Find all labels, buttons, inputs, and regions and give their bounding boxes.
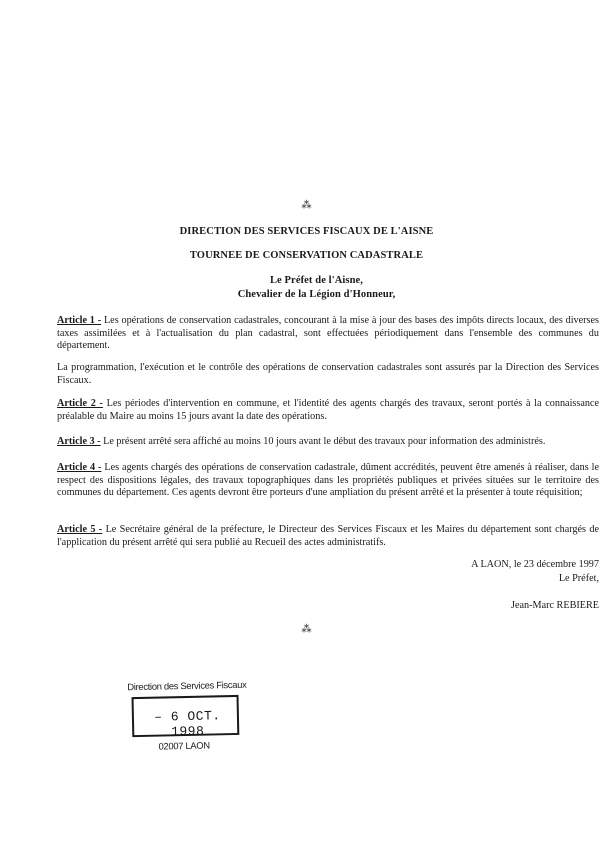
article-4-text: Les agents chargés des opérations de conservation cadastrale, dûment accrédités, peuvent être amenés à réaliser, dans le respect des dispositions légales, des travaux topographiques dans les propriétés publiques et privées situées sur le territoire des communes du département. Ces agents devront être porteurs d'une ampliation du présent arrêté et la présenter à toute réquisition; bbox=[57, 462, 599, 498]
article-2-text: Les périodes d'intervention en commune, et l'identité des agents chargés des travaux, seront portés à la connaissance préalable du Maire au moins 15 jours avant la date des opérations. bbox=[57, 398, 599, 422]
signature-place-date: A LAON, le 23 décembre 1997 bbox=[471, 559, 599, 570]
signature-block bbox=[339, 558, 599, 613]
article-1 bbox=[57, 315, 599, 353]
article-1-label: Article 1 - bbox=[57, 315, 102, 326]
ornament-top: ⁂ bbox=[301, 200, 312, 211]
article-5 bbox=[57, 524, 599, 549]
article-3-label: Article 3 - bbox=[57, 436, 101, 447]
article-5-text: Le Secrétaire général de la préfecture, le Directeur des Services Fiscaux et les Maires du département sont chargés de l'application du présent arrêté qui sera publié au Recueil des actes administratifs. bbox=[57, 524, 599, 548]
article-1-paragraph-2 bbox=[57, 362, 599, 387]
stamp-date: – 6 OCT. 1998 bbox=[154, 708, 221, 740]
article-4-label: Article 4 - bbox=[57, 462, 102, 473]
article-3-text: Le présent arrêté sera affiché au moins 10 jours avant le début des travaux pour information des administrés. bbox=[100, 436, 546, 447]
heading-tournee: TOURNEE DE CONSERVATION CADASTRALE bbox=[189, 250, 424, 261]
ornament-bottom: ⁂ bbox=[301, 624, 312, 635]
signature-title: Le Préfet, bbox=[558, 572, 599, 584]
article-4 bbox=[57, 462, 599, 500]
prefect-line-2: Chevalier de la Légion d'Honneur, bbox=[237, 289, 396, 300]
article-1-text: Les opérations de conservation cadastrales, concourant à la mise à jour des bases des impôts directs locaux, des diverses taxes assimilées et à l'actualisation du plan cadastral, sont effectuées périodiquement dans l'ensemble des communes du département. bbox=[57, 315, 599, 351]
stamp-header: Direction des Services Fiscaux bbox=[127, 678, 247, 693]
stamp-date-box bbox=[132, 695, 240, 740]
heading-direction: DIRECTION DES SERVICES FISCAUX DE L'AISNE bbox=[179, 226, 434, 237]
article-2 bbox=[57, 398, 599, 423]
signature-name: Jean-Marc REBIERE bbox=[511, 600, 599, 611]
article-1-paragraph-2-text: La programmation, l'exécution et le contrôle des opérations de conservation cadastrales sont assurés par la Direction des Services Fiscaux. bbox=[57, 362, 599, 386]
article-2-label: Article 2 - bbox=[57, 398, 103, 409]
prefect-line-1: Le Préfet de l'Aisne, bbox=[269, 275, 364, 286]
article-3 bbox=[57, 436, 599, 449]
article-5-label: Article 5 - bbox=[57, 524, 103, 535]
stamp-postcode-city: 02007 LAON bbox=[158, 739, 210, 752]
received-stamp bbox=[121, 679, 253, 762]
